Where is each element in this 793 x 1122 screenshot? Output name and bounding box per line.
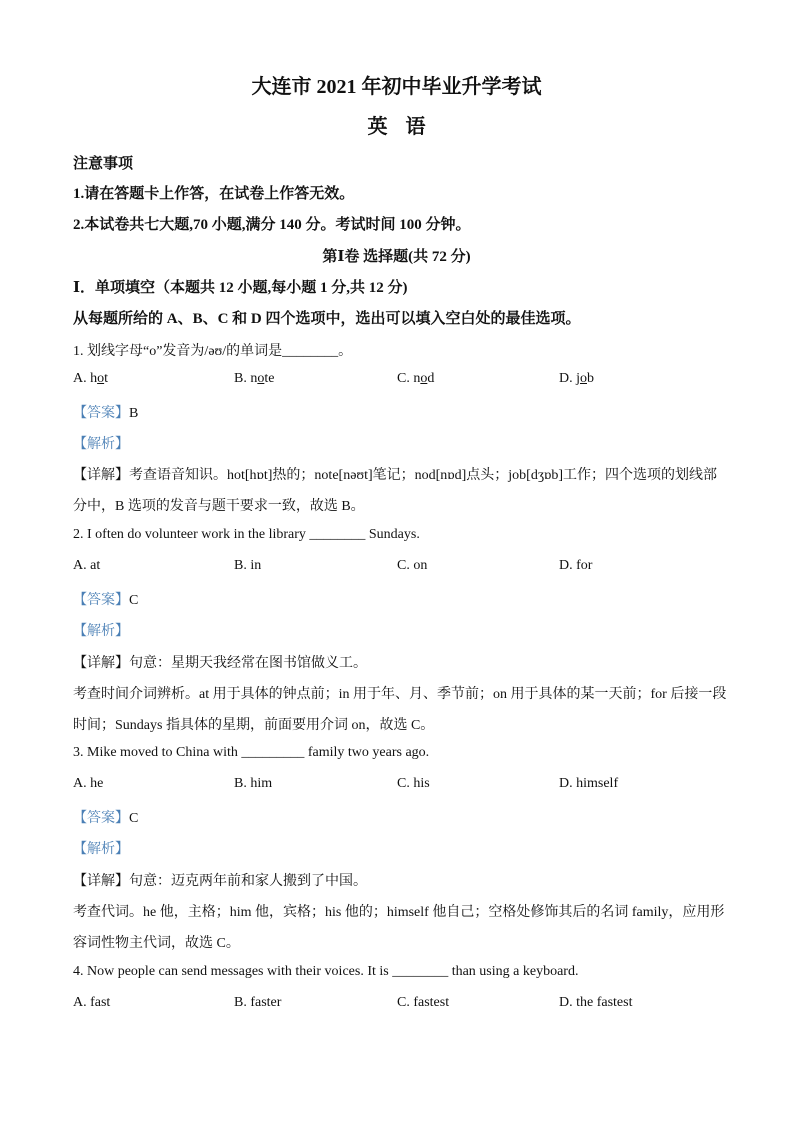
exam-subject: 英语 xyxy=(367,116,444,138)
question-3-option-b: B. him xyxy=(234,776,273,791)
question-4-option-c: C. fastest xyxy=(397,995,450,1010)
question-3-answer: 【答案】C xyxy=(73,811,139,826)
question-3-analysis-label: 【解析】 xyxy=(73,842,129,857)
question-2-option-d: D. for xyxy=(559,558,593,573)
question-3-option-a: A. he xyxy=(73,776,104,791)
question-3-detail-line-2: 考查代词。he 他，主格；him 他，宾格；his 他的；himself 他自己；空格处修饰其后的名词 family，应用形 xyxy=(73,905,725,920)
question-2-option-c: C. on xyxy=(397,558,428,573)
question-2-detail-line-2: 考查时间介词辨析。at 用于具体的钟点前；in 用于年、月、季节前；on 用于具体的某一天前；for 后接一段 xyxy=(73,687,727,702)
question-4-stem: 4. Now people can send messages with their voices. It is ________ than using a keyboard. xyxy=(73,964,579,979)
question-1-detail-line-2: 分中，B 选项的发音与题干要求一致，故选 B。 xyxy=(73,499,365,514)
question-3-detail-line-3: 容词性物主代词，故选 C。 xyxy=(73,936,240,951)
question-3-option-c: C. his xyxy=(397,776,430,791)
question-2-detail-line-3: 时间；Sundays 指具体的星期，前面要用介词 on，故选 C。 xyxy=(73,718,435,733)
question-2-analysis-label: 【解析】 xyxy=(73,624,129,639)
notes-heading: 注意事项 xyxy=(73,156,134,172)
notes-item-2: 2.本试卷共七大题,70 小题,满分 140 分。考试时间 100 分钟。 xyxy=(73,217,471,233)
question-1-option-b: B. note xyxy=(234,371,275,386)
question-1-option-a: A. hot xyxy=(73,371,109,386)
question-3-stem: 3. Mike moved to China with _________ family two years ago. xyxy=(73,745,430,760)
section-instruction: 从每题所给的 A、B、C 和 D 四个选项中，选出可以填入空白处的最佳选项。 xyxy=(73,311,581,327)
question-1-option-d: D. job xyxy=(559,371,594,386)
question-4-option-a: A. fast xyxy=(73,995,111,1010)
question-1-stem: 1. 划线字母“o”发音为/əʊ/的单词是________。 xyxy=(73,344,353,359)
notes-item-1: 1.请在答题卡上作答，在试卷上作答无效。 xyxy=(73,186,355,202)
question-3-option-d: D. himself xyxy=(559,776,619,791)
question-1-analysis-label: 【解析】 xyxy=(73,437,129,452)
question-2-stem: 2. I often do volunteer work in the library ________ Sundays. xyxy=(73,527,420,542)
exam-title: 大连市 2021 年初中毕业升学考试 xyxy=(251,76,542,98)
question-4-option-d: D. the fastest xyxy=(559,995,633,1010)
question-2-answer: 【答案】C xyxy=(73,593,139,608)
question-2-option-b: B. in xyxy=(234,558,262,573)
question-1-detail-line-1: 【详解】考查语音知识。hot[hɒt]热的；note[nəʊt]笔记；nod[nɒd]点头；job[dʒɒb]工作；四个选项的划线部 xyxy=(73,468,718,483)
question-2-option-a: A. at xyxy=(73,558,101,573)
question-2-detail-line-1: 【详解】句意：星期天我经常在图书馆做义工。 xyxy=(73,656,367,671)
part-title: 第Ⅰ卷 选择题(共 72 分) xyxy=(322,249,471,265)
section-subtitle: Ⅰ．单项填空（本题共 12 小题,每小题 1 分,共 12 分) xyxy=(73,280,408,296)
question-4-option-b: B. faster xyxy=(234,995,282,1010)
question-1-option-c: C. nod xyxy=(397,371,435,386)
question-1-answer: 【答案】B xyxy=(73,406,139,421)
question-3-detail-line-1: 【详解】句意：迈克两年前和家人搬到了中国。 xyxy=(73,874,367,889)
